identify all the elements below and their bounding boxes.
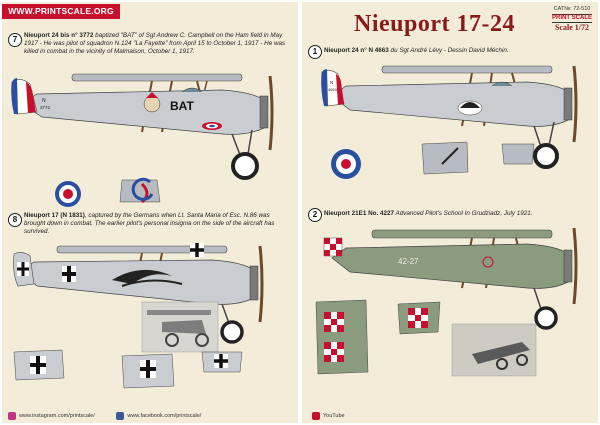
svg-text:4663: 4663 (328, 87, 337, 92)
profile-number-badge: 1 (308, 45, 322, 59)
youtube-icon[interactable] (312, 412, 320, 420)
footer-social-left (8, 409, 201, 423)
profile-1-description (324, 47, 592, 55)
sheet-title: Nieuport 17-24 (354, 11, 515, 37)
polish-checkerboard-tail (324, 238, 342, 256)
nieuport-24bis-bat-profile (2, 62, 298, 212)
profile-text: baptized "BAT" of Sgt Andrew C. Campbell on the Ham field in May 1917 - He was pilot of squadron N.124 "La Fayette" from April 15 to October 1, 1917 - He was killed in combat in the vicinity of Malmaison, October 1, 1917. (24, 32, 286, 55)
profile-title: Nieuport 24 bis n° 3772 (24, 32, 94, 39)
profile-text: , captured by the Germans when Lt. Santa Maria of Esc. N.86 was brought down in combat. The earlier pilot's personal insignia on the side of the aircraft has survived. (24, 212, 275, 235)
profile-number-badge: 7 (8, 33, 22, 47)
profile-title: Nieuport 17 (N 1831) (24, 212, 85, 219)
instagram-icon[interactable] (8, 412, 16, 420)
right-page (302, 2, 598, 423)
profile-8-description (24, 212, 292, 235)
nieuport-24-n4663-profile (302, 60, 598, 210)
catalog-number: CAT№: 72-510 (553, 6, 591, 12)
profile-title: Nieuport 21E1 No. 4227 (324, 210, 394, 217)
fuselage-code: 42-27 (398, 257, 419, 266)
serial-line-1: N (42, 98, 46, 104)
instagram-link[interactable]: www.instagram.com/printscale/ (19, 413, 95, 419)
footer-social-right (312, 409, 345, 423)
profile-number-badge: 8 (8, 213, 22, 227)
catalog-box (552, 6, 592, 31)
profile-text: du Sgt André Lévy - Dessin David Méchin. (388, 47, 509, 54)
scale-label: Scale 1/72 (554, 23, 589, 32)
brand-label: PRINT SCALE (551, 15, 592, 21)
serial-line-2: 3772 (40, 105, 51, 110)
youtube-link[interactable]: YouTube (323, 413, 345, 419)
profile-2-description (324, 210, 592, 218)
nieuport-21e1-polish-profile (302, 224, 598, 394)
fuselage-code: BAT (170, 99, 194, 113)
nieuport-17-captured-profile (2, 240, 298, 400)
profile-title: Nieuport 24 n° N 4663 (324, 47, 389, 54)
profile-text: Advanced Pilot's School In Grudziadz, July 1921. (394, 210, 533, 217)
svg-text:N: N (330, 80, 334, 85)
website-banner[interactable]: WWW.PRINTSCALE.ORG (2, 4, 120, 19)
left-page (2, 2, 298, 423)
facebook-link[interactable]: www.facebook.com/printscale/ (127, 413, 202, 419)
profile-7-description (24, 32, 292, 55)
facebook-icon[interactable] (116, 412, 124, 420)
profile-number-badge: 2 (308, 208, 322, 222)
